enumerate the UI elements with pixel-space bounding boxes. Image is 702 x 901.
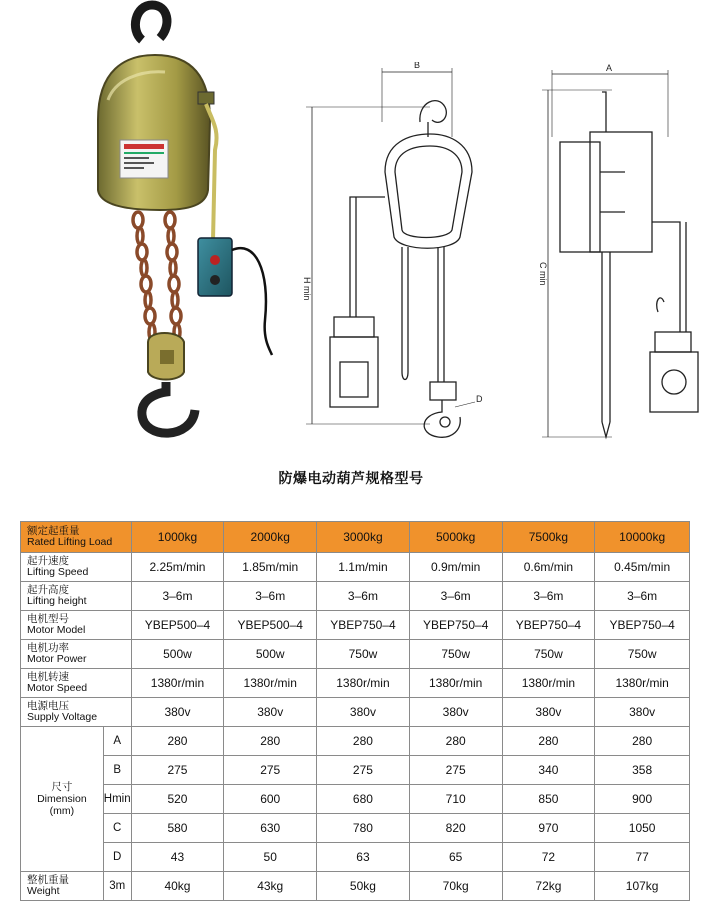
header-cell: 5000kg (409, 522, 502, 553)
table-cell: 710 (409, 785, 502, 814)
table-cell: 3–6m (595, 582, 690, 611)
table-cell: 380v (224, 698, 317, 727)
table-cell: YBEP750–4 (595, 611, 690, 640)
table-cell: 600 (224, 785, 317, 814)
table-row-dimension (21, 785, 690, 814)
table-cell: 43kg (224, 872, 317, 901)
table-cell: 43 (131, 843, 224, 872)
table-cell: 1.1m/min (317, 553, 410, 582)
weight-key: 3m (103, 872, 131, 901)
table-row (21, 582, 690, 611)
header-cell: 2000kg (224, 522, 317, 553)
table-cell: 850 (502, 785, 595, 814)
table-cell: 280 (224, 727, 317, 756)
table-cell: 680 (317, 785, 410, 814)
dim-label-h: H min (302, 277, 312, 301)
header-cell: 1000kg (131, 522, 224, 553)
row-label: 起升高度 Lifting height (21, 582, 132, 611)
side-view-drawing (530, 62, 700, 447)
dimension-key: D (103, 843, 131, 872)
front-view-drawing (290, 62, 490, 447)
row-label: 电机转速 Motor Speed (21, 669, 132, 698)
table-cell: 3–6m (224, 582, 317, 611)
table-cell: 1050 (595, 814, 690, 843)
weight-label: 整机重量 Weight (21, 872, 104, 901)
table-cell: 107kg (595, 872, 690, 901)
table-cell: 500w (224, 640, 317, 669)
table-cell: 72kg (502, 872, 595, 901)
table-cell: 900 (595, 785, 690, 814)
row-label: 电机型号 Motor Model (21, 611, 132, 640)
table-row-dimension (21, 727, 690, 756)
table-cell: 275 (409, 756, 502, 785)
row-label: 电源电压 Supply Voltage (21, 698, 132, 727)
table-cell: 750w (595, 640, 690, 669)
table-cell: 630 (224, 814, 317, 843)
table-cell: 65 (409, 843, 502, 872)
dim-label-b: B (414, 62, 421, 70)
table-cell: 40kg (131, 872, 224, 901)
table-cell: 72 (502, 843, 595, 872)
table-cell: 3–6m (409, 582, 502, 611)
dim-label-d: D (476, 394, 483, 404)
table-cell: 280 (595, 727, 690, 756)
table-row-dimension (21, 756, 690, 785)
header-label: 额定起重量 Rated Lifting Load (21, 522, 132, 553)
table-cell: 750w (409, 640, 502, 669)
table-cell: 1380r/min (595, 669, 690, 698)
table-cell: 520 (131, 785, 224, 814)
table-cell: YBEP750–4 (317, 611, 410, 640)
table-cell: 340 (502, 756, 595, 785)
header-cell: 7500kg (502, 522, 595, 553)
table-cell: YBEP750–4 (409, 611, 502, 640)
table-row (21, 553, 690, 582)
table-cell: 2.25m/min (131, 553, 224, 582)
dimension-key: C (103, 814, 131, 843)
dim-label-a: A (606, 63, 613, 73)
table-cell: 380v (502, 698, 595, 727)
table-cell: 63 (317, 843, 410, 872)
table-cell: 280 (317, 727, 410, 756)
table-cell: 1380r/min (409, 669, 502, 698)
table-cell: 70kg (409, 872, 502, 901)
dimension-key: Hmin (103, 785, 131, 814)
table-cell: 3–6m (131, 582, 224, 611)
table-cell: 77 (595, 843, 690, 872)
table-cell: 1380r/min (502, 669, 595, 698)
table-cell: YBEP750–4 (502, 611, 595, 640)
table-cell: 275 (317, 756, 410, 785)
table-row (21, 611, 690, 640)
table-cell: 380v (409, 698, 502, 727)
table-cell: 970 (502, 814, 595, 843)
table-cell: 1380r/min (224, 669, 317, 698)
table-cell: 50 (224, 843, 317, 872)
table-cell: 280 (502, 727, 595, 756)
hoist-photo (80, 0, 290, 445)
table-cell: 1380r/min (131, 669, 224, 698)
table-cell: 275 (224, 756, 317, 785)
table-cell: 380v (131, 698, 224, 727)
header-cell: 3000kg (317, 522, 410, 553)
table-cell: 500w (131, 640, 224, 669)
header-cell: 10000kg (595, 522, 690, 553)
table-cell: 380v (595, 698, 690, 727)
table-cell: 1.85m/min (224, 553, 317, 582)
table-cell: 275 (131, 756, 224, 785)
table-cell: YBEP500–4 (224, 611, 317, 640)
table-cell: 358 (595, 756, 690, 785)
table-row (21, 669, 690, 698)
table-cell: 750w (502, 640, 595, 669)
dimension-label: 尺寸 Dimension (mm) (21, 727, 104, 872)
table-row (21, 698, 690, 727)
table-header-row (21, 522, 690, 553)
table-cell: 820 (409, 814, 502, 843)
table-cell: 1380r/min (317, 669, 410, 698)
table-cell: 280 (409, 727, 502, 756)
table-row-weight (21, 872, 690, 901)
table-cell: 0.6m/min (502, 553, 595, 582)
table-cell: 780 (317, 814, 410, 843)
dim-label-c: C min (538, 262, 548, 286)
table-cell: 3–6m (502, 582, 595, 611)
row-label: 电机功率 Motor Power (21, 640, 132, 669)
table-cell: 380v (317, 698, 410, 727)
page-title: 防爆电动葫芦规格型号 (278, 471, 424, 487)
row-label: 起升速度 Lifting Speed (21, 553, 132, 582)
table-cell: 3–6m (317, 582, 410, 611)
table-row-dimension (21, 843, 690, 872)
spec-table (20, 521, 690, 901)
table-cell: 0.45m/min (595, 553, 690, 582)
table-row (21, 640, 690, 669)
dimension-key: A (103, 727, 131, 756)
table-cell: 750w (317, 640, 410, 669)
table-cell: 50kg (317, 872, 410, 901)
table-cell: 280 (131, 727, 224, 756)
table-cell: 0.9m/min (409, 553, 502, 582)
table-cell: YBEP500–4 (131, 611, 224, 640)
dimension-key: B (103, 756, 131, 785)
table-cell: 580 (131, 814, 224, 843)
table-row-dimension (21, 814, 690, 843)
